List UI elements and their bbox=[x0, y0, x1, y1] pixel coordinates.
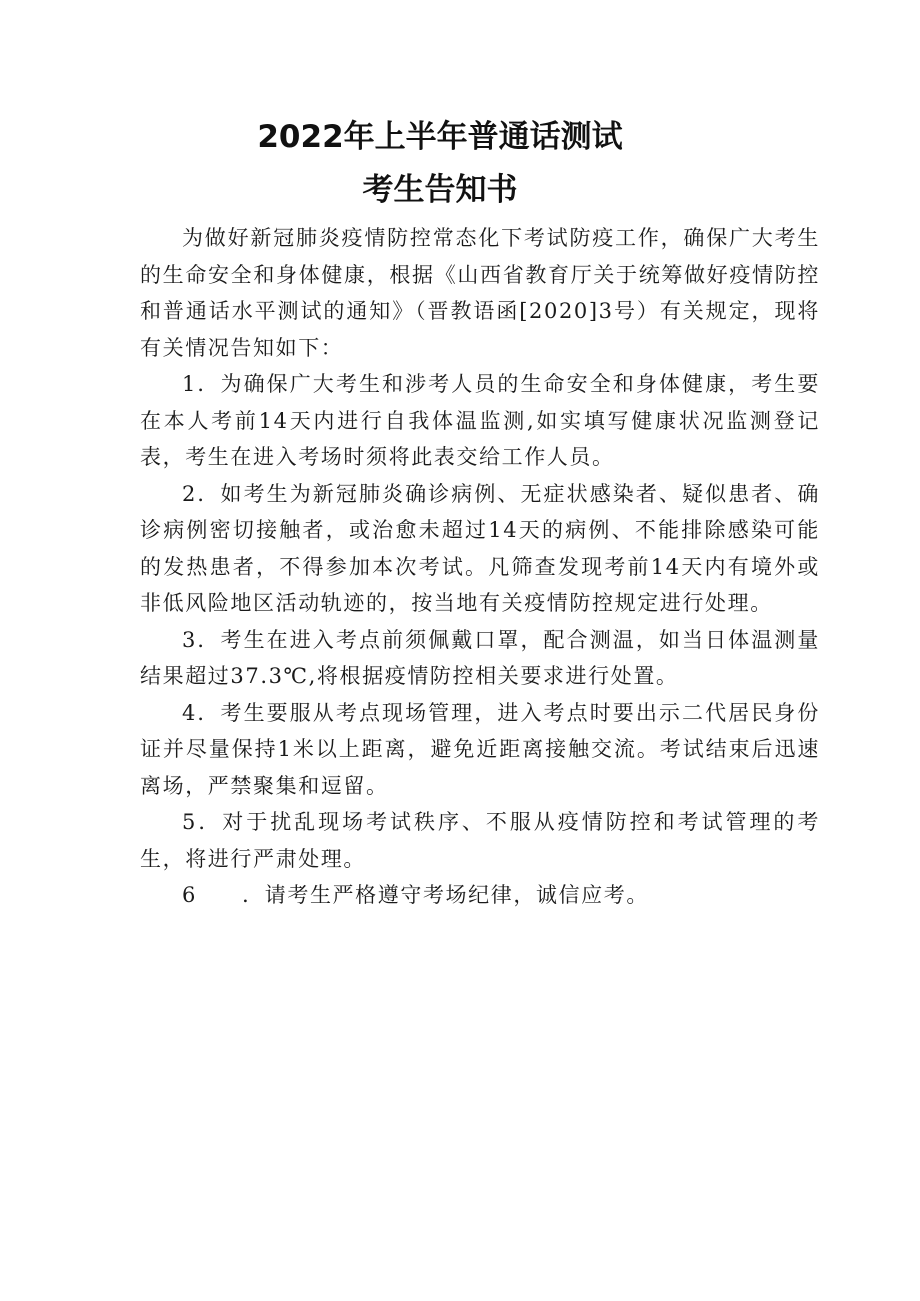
intro-paragraph: 为做好新冠肺炎疫情防控常态化下考试防疫工作，确保广大考生的生命安全和身体健康，根据《山西省教育厅关于统筹做好疫情防控和普通话水平测试的通知》（晋教语函[2020]3号）有关规定，现将有关情况告知如下： bbox=[140, 226, 820, 360]
notice-item-4: 4．考生要服从考点现场管理，进入考点时要出示二代居民身份证并尽量保持1米以上距离，避免近距离接触交流。考试结束后迅速离场，严禁聚集和逗留。 bbox=[140, 700, 820, 798]
notice-item-1: 1．为确保广大考生和涉考人员的生命安全和身体健康，考生要在本人考前14天内进行自我体温监测,如实填写健康状况监测登记表，考生在进入考场时须将此表交给工作人员。 bbox=[140, 372, 820, 469]
document-body bbox=[140, 220, 820, 914]
notice-item-6: 6 ．请考生严格遵守考场纪律，诚信应考。 bbox=[182, 883, 649, 907]
notice-item-2: 2．如考生为新冠肺炎确诊病例、无症状感染者、疑似患者、确诊病例密切接触者，或治愈未超过14天的病例、不能排除感染可能的发热患者，不得参加本次考试。凡筛查发现考前14天内有境外或非低风险地区活动轨迹的，按当地有关疫情防控规定进行处理。 bbox=[140, 481, 820, 615]
document-title: 2022年上半年普通话测试 bbox=[257, 119, 623, 155]
document-subtitle: 考生告知书 bbox=[362, 172, 518, 208]
notice-item-5: 5．对于扰乱现场考试秩序、不服从疫情防控和考试管理的考生，将进行严肃处理。 bbox=[140, 810, 820, 871]
notice-item-3: 3．考生在进入考点前须佩戴口罩，配合测温，如当日体温测量结果超过37.3℃,将根据疫情防控相关要求进行处置。 bbox=[140, 627, 820, 688]
